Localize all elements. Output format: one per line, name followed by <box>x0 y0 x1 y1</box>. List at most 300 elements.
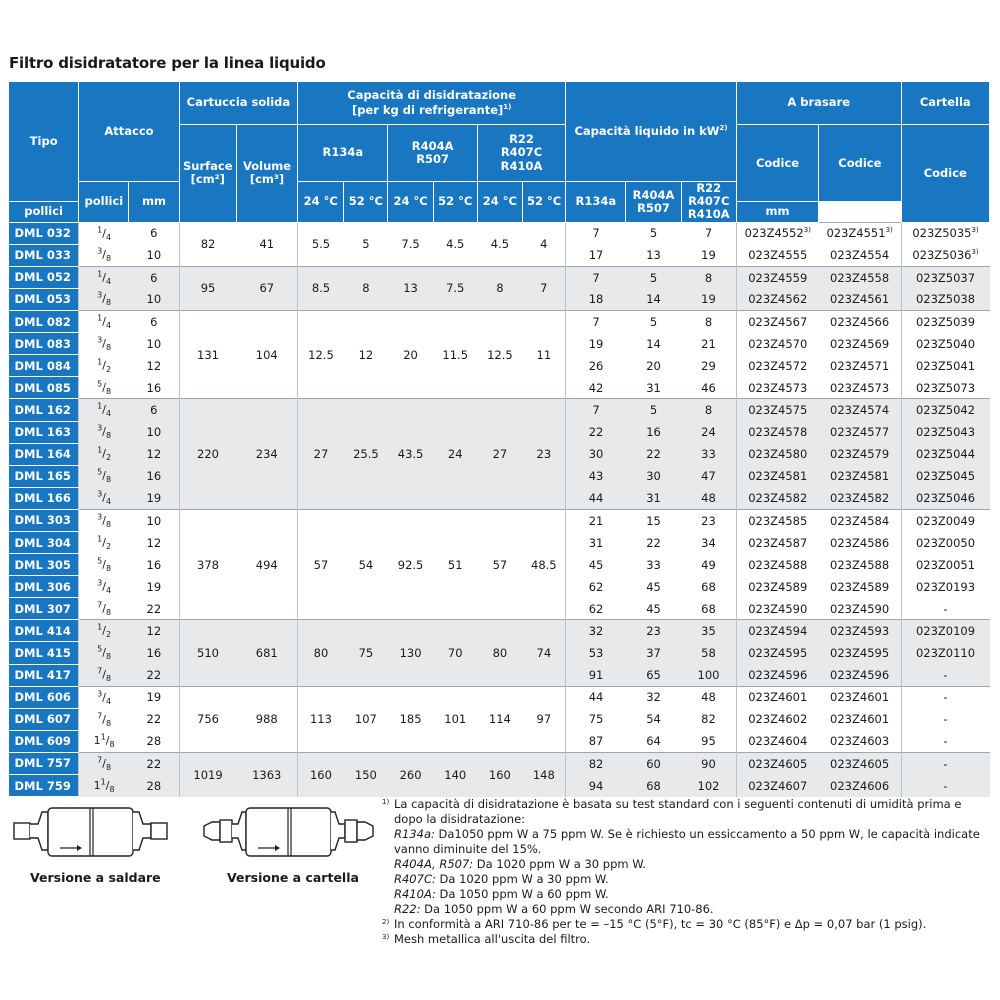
cell-mm: 22 <box>129 598 179 620</box>
fraction: $^3/_4$ <box>97 578 112 596</box>
cell-surface: 756 <box>179 686 236 752</box>
cell-capacita-dis: 12 <box>344 311 388 399</box>
header-kw-r134a: R134a <box>566 182 626 223</box>
cell-codice-brasare-mm: 023Z4579 <box>819 443 901 465</box>
footnote-1-r407c: R407C: Da 1020 ppm W a 30 ppm W. <box>394 872 609 886</box>
cell-capacita-dis: 97 <box>522 686 565 752</box>
cell-mm: 19 <box>129 576 179 598</box>
cell-codice-brasare-inch: 023Z4573 <box>736 377 818 399</box>
cell-tipo: DML 166 <box>9 487 79 509</box>
cell-mm: 10 <box>129 288 179 310</box>
cell-kw-r134a: 53 <box>566 642 626 664</box>
cell-mm: 10 <box>129 333 179 355</box>
cell-mm: 10 <box>129 509 179 531</box>
cell-kw-r404a: 68 <box>626 775 681 797</box>
cell-kw-r134a: 94 <box>566 775 626 797</box>
cell-tipo: DML 084 <box>9 355 79 377</box>
cell-codice-cartella: 023Z0049 <box>901 509 989 531</box>
cell-volume: 1363 <box>236 752 297 796</box>
cell-codice-cartella: 023Z5046 <box>901 487 989 509</box>
cell-codice-cartella: 023Z5040 <box>901 333 989 355</box>
cell-tipo: DML 304 <box>9 531 79 553</box>
cell-codice-brasare-inch: 023Z4572 <box>736 355 818 377</box>
cell-kw-r134a: 87 <box>566 730 626 752</box>
table-row <box>9 311 990 333</box>
cell-mm: 12 <box>129 531 179 553</box>
fraction: $^5/_8$ <box>97 379 112 397</box>
cell-capacita-dis: 107 <box>344 686 388 752</box>
header-pollici: pollici <box>79 182 129 223</box>
fraction: $^3/_4$ <box>97 489 112 507</box>
cell-capacita-dis: 101 <box>433 686 477 752</box>
cell-capacita-dis: 7.5 <box>388 222 433 266</box>
cell-tipo: DML 162 <box>9 399 79 421</box>
cell-kw-r22: 19 <box>681 288 736 310</box>
cell-capacita-dis: 75 <box>344 620 388 686</box>
cell-pollici <box>79 222 129 244</box>
cell-pollici <box>79 642 129 664</box>
cell-codice-cartella: 023Z5037 <box>901 266 989 288</box>
cell-surface: 1019 <box>179 752 236 796</box>
cell-codice-brasare-mm: 023Z4586 <box>819 531 901 553</box>
label-versione-saldare: Versione a saldare <box>30 870 161 885</box>
table-row <box>9 620 990 642</box>
header-t24-r134a: 24 °C <box>298 182 344 223</box>
cell-codice-brasare-mm: 023Z4558 <box>819 266 901 288</box>
cell-capacita-dis: 185 <box>388 686 433 752</box>
cell-kw-r134a: 26 <box>566 355 626 377</box>
fraction: $^1/_2$ <box>97 534 112 551</box>
cell-kw-r404a: 20 <box>626 355 681 377</box>
cell-kw-r22: 35 <box>681 620 736 642</box>
header-attacco: Attacco <box>79 82 179 182</box>
cell-tipo: DML 164 <box>9 443 79 465</box>
cell-codice-cartella: 023Z5044 <box>901 443 989 465</box>
footnote-1-r404a: R404A, R507: Da 1020 ppm W a 30 ppm W. <box>394 857 646 871</box>
cell-codice-brasare-mm: 023Z4554 <box>819 244 901 266</box>
cell-capacita-dis: 27 <box>477 399 522 509</box>
cell-codice-brasare-inch: 023Z4595 <box>736 642 818 664</box>
cell-tipo: DML 303 <box>9 509 79 531</box>
fraction: $^3/_8$ <box>97 246 112 264</box>
cell-tipo: DML 085 <box>9 377 79 399</box>
cell-kw-r22: 102 <box>681 775 736 797</box>
cell-codice-brasare-inch: 023Z4604 <box>736 730 818 752</box>
header-kw-r404a: R404A R507 <box>626 182 681 223</box>
cell-codice-cartella: 023Z0051 <box>901 554 989 576</box>
cell-kw-r404a: 31 <box>626 377 681 399</box>
cell-capacita-dis: 43.5 <box>388 399 433 509</box>
cell-codice-brasare-mm: 023Z4561 <box>819 288 901 310</box>
table-row <box>9 399 990 421</box>
cell-capacita-dis: 57 <box>298 509 344 619</box>
cell-kw-r404a: 31 <box>626 487 681 509</box>
cell-kw-r404a: 64 <box>626 730 681 752</box>
cell-tipo: DML 033 <box>9 244 79 266</box>
header-cap-r404a: R404A R507 <box>388 125 477 182</box>
cell-tipo: DML 757 <box>9 752 79 774</box>
cell-codice-brasare-mm: 023Z4588 <box>819 554 901 576</box>
cell-pollici <box>79 333 129 355</box>
footnote-1: 1) La capacità di disidratazione è basata su test standard con i seguenti contenuti di umidità prima e dopo la disidratazione: <box>382 797 962 826</box>
footnotes <box>382 797 990 947</box>
footnote-1-r410a: R410A: Da 1050 ppm W a 60 ppm W. <box>394 887 609 901</box>
cell-surface: 95 <box>179 266 236 310</box>
cell-capacita-dis: 51 <box>433 509 477 619</box>
footnote-mark: 1) <box>503 102 512 111</box>
cell-capacita-dis: 5.5 <box>298 222 344 266</box>
cell-codice-brasare-mm: 023Z4603 <box>819 730 901 752</box>
cell-capacita-dis: 27 <box>298 399 344 509</box>
cell-capacita-dis: 8 <box>344 266 388 310</box>
cell-capacita-dis: 92.5 <box>388 509 433 619</box>
header-capacita-dis-line2: [per kg di refrigerante] <box>351 102 504 117</box>
cell-codice-cartella: 023Z5039 <box>901 311 989 333</box>
cell-kw-r404a: 54 <box>626 708 681 730</box>
cell-codice-brasare-mm: 023Z4573 <box>819 377 901 399</box>
cell-volume: 234 <box>236 399 297 509</box>
cell-kw-r404a: 33 <box>626 554 681 576</box>
cell-kw-r22: 48 <box>681 487 736 509</box>
cell-capacita-dis: 80 <box>477 620 522 686</box>
cell-pollici <box>79 752 129 774</box>
header-kw-r22: R22 R407C R410A <box>681 182 736 223</box>
header-cap-r134a: R134a <box>298 125 388 182</box>
fraction: $^1/_2$ <box>97 357 112 375</box>
cell-capacita-dis: 11.5 <box>433 311 477 399</box>
cell-codice-brasare-mm: 023Z4566 <box>819 311 901 333</box>
header-codice-brasare-mm: Codice <box>819 125 901 202</box>
cell-kw-r134a: 7 <box>566 266 626 288</box>
cell-codice-brasare-inch: 023Z4562 <box>736 288 818 310</box>
cell-codice-brasare-inch: 023Z4559 <box>736 266 818 288</box>
cell-kw-r134a: 62 <box>566 576 626 598</box>
cell-codice-brasare-mm: 023Z4596 <box>819 664 901 686</box>
fraction: $^3/_4$ <box>97 689 112 706</box>
header-t52-r134a: 52 °C <box>344 182 388 223</box>
footnote-mark: 2) <box>719 124 728 133</box>
cell-pollici <box>79 509 129 531</box>
cell-kw-r404a: 65 <box>626 664 681 686</box>
cell-kw-r22: 8 <box>681 399 736 421</box>
fraction: $1^1/_8$ <box>93 777 115 794</box>
cell-kw-r134a: 30 <box>566 443 626 465</box>
cell-codice-brasare-inch: 023Z4575 <box>736 399 818 421</box>
label-versione-cartella: Versione a cartella <box>227 870 359 885</box>
cell-kw-r22: 90 <box>681 752 736 774</box>
cell-codice-cartella: 023Z5042 <box>901 399 989 421</box>
cell-mm: 6 <box>129 311 179 333</box>
header-cartuccia: Cartuccia solida <box>179 82 297 125</box>
cell-tipo: DML 052 <box>9 266 79 288</box>
fraction: $^7/_8$ <box>97 666 112 684</box>
header-brasare-mm: mm <box>736 202 818 222</box>
cell-capacita-dis: 20 <box>388 311 433 399</box>
cell-capacita-dis: 25.5 <box>344 399 388 509</box>
cell-kw-r22: 7 <box>681 222 736 244</box>
header-cap-r22: R22 R407C R410A <box>477 125 565 182</box>
cell-mm: 12 <box>129 443 179 465</box>
cell-tipo: DML 305 <box>9 554 79 576</box>
cell-capacita-dis: 130 <box>388 620 433 686</box>
cell-codice-brasare-inch: 023Z4555 <box>736 244 818 266</box>
cell-tipo: DML 415 <box>9 642 79 664</box>
cell-pollici <box>79 377 129 399</box>
cell-kw-r404a: 60 <box>626 752 681 774</box>
cell-kw-r22: 100 <box>681 664 736 686</box>
cell-pollici <box>79 620 129 642</box>
cell-kw-r134a: 21 <box>566 509 626 531</box>
header-codice-brasare-inch: Codice <box>736 125 818 202</box>
cell-codice-brasare-inch: 023Z4567 <box>736 311 818 333</box>
fraction: $^1/_4$ <box>97 225 112 242</box>
fraction: $^1/_4$ <box>97 401 112 419</box>
cell-kw-r134a: 7 <box>566 222 626 244</box>
cell-volume: 67 <box>236 266 297 310</box>
cell-codice-brasare-inch: 023Z4582 <box>736 487 818 509</box>
table-row <box>9 509 990 531</box>
cell-kw-r134a: 42 <box>566 377 626 399</box>
table-row <box>9 686 990 708</box>
cell-capacita-dis: 80 <box>298 620 344 686</box>
cell-tipo: DML 759 <box>9 775 79 797</box>
cell-codice-cartella: 023Z5038 <box>901 288 989 310</box>
fraction: $^7/_8$ <box>97 600 112 617</box>
cell-codice-cartella: 023Z0110 <box>901 642 989 664</box>
fraction: $^5/_8$ <box>97 467 112 485</box>
cell-kw-r22: 34 <box>681 531 736 553</box>
cell-codice-brasare-mm: 023Z4577 <box>819 421 901 443</box>
cell-capacita-dis: 23 <box>522 399 565 509</box>
header-codice-cartella: Codice <box>901 125 989 223</box>
cell-codice-brasare-mm: 023Z4601 <box>819 708 901 730</box>
cell-tipo: DML 163 <box>9 421 79 443</box>
cell-codice-brasare-inch: 023Z4587 <box>736 531 818 553</box>
fraction: $1^1/_8$ <box>93 732 115 750</box>
cell-codice-cartella: 023Z5045 <box>901 465 989 487</box>
cell-kw-r22: 49 <box>681 554 736 576</box>
cell-codice-brasare-inch: 023Z4585 <box>736 509 818 531</box>
cell-capacita-dis: 114 <box>477 686 522 752</box>
cell-capacita-dis: 54 <box>344 509 388 619</box>
table-body <box>9 222 990 796</box>
cell-kw-r134a: 22 <box>566 421 626 443</box>
cell-codice-brasare-inch: 023Z4605 <box>736 752 818 774</box>
cell-capacita-dis: 4.5 <box>433 222 477 266</box>
cell-mm: 16 <box>129 377 179 399</box>
cell-mm: 12 <box>129 355 179 377</box>
cell-capacita-dis: 24 <box>433 399 477 509</box>
cell-codice-cartella: 023Z0050 <box>901 531 989 553</box>
cell-pollici <box>79 244 129 266</box>
header-mm: mm <box>129 182 179 223</box>
cell-codice-cartella: - <box>901 664 989 686</box>
cell-tipo: DML 083 <box>9 333 79 355</box>
cell-codice-brasare-mm: 023Z4569 <box>819 333 901 355</box>
cell-kw-r404a: 15 <box>626 509 681 531</box>
cell-mm: 22 <box>129 752 179 774</box>
cell-codice-brasare-inch: 023Z4580 <box>736 443 818 465</box>
cell-codice-cartella: - <box>901 752 989 774</box>
footnote-3: 3) Mesh metallica all'uscita del filtro. <box>382 932 591 946</box>
cell-capacita-dis: 148 <box>522 752 565 796</box>
cell-kw-r22: 46 <box>681 377 736 399</box>
cell-kw-r134a: 18 <box>566 288 626 310</box>
cell-codice-cartella: 023Z5073 <box>901 377 989 399</box>
fraction: $^1/_2$ <box>97 622 112 640</box>
cell-codice-brasare-inch: 023Z4590 <box>736 598 818 620</box>
cell-mm: 16 <box>129 554 179 576</box>
cell-kw-r404a: 30 <box>626 465 681 487</box>
header-cartella: Cartella <box>901 82 989 125</box>
cell-kw-r404a: 23 <box>626 620 681 642</box>
cell-kw-r134a: 44 <box>566 487 626 509</box>
cell-mm: 6 <box>129 266 179 288</box>
cell-codice-brasare-mm: 023Z4582 <box>819 487 901 509</box>
cell-tipo: DML 053 <box>9 288 79 310</box>
cell-codice-cartella: - <box>901 708 989 730</box>
footnote-1-r134a: R134a: Da1050 ppm W a 75 ppm W. Se è richiesto un essiccamento a 50 ppm W, le capacità indicate vanno diminuite del 15%. <box>394 827 980 856</box>
cell-capacita-dis: 113 <box>298 686 344 752</box>
page-title: Filtro disidratatore per la linea liquido <box>9 54 326 72</box>
cell-tipo: DML 607 <box>9 708 79 730</box>
cell-kw-r404a: 32 <box>626 686 681 708</box>
table-row <box>9 752 990 774</box>
cell-codice-cartella: - <box>901 775 989 797</box>
cell-codice-brasare-inch: 023Z4607 <box>736 775 818 797</box>
cell-kw-r404a: 37 <box>626 642 681 664</box>
cell-kw-r404a: 16 <box>626 421 681 443</box>
cell-kw-r404a: 13 <box>626 244 681 266</box>
cell-pollici <box>79 266 129 288</box>
cell-codice-cartella: 023Z5035$^{3)}$ <box>901 222 989 244</box>
cell-tipo: DML 306 <box>9 576 79 598</box>
cell-pollici <box>79 554 129 576</box>
cell-mm: 16 <box>129 642 179 664</box>
cell-kw-r22: 68 <box>681 576 736 598</box>
cell-kw-r404a: 5 <box>626 399 681 421</box>
fraction: $^1/_4$ <box>97 313 112 331</box>
cell-pollici <box>79 443 129 465</box>
cell-volume: 104 <box>236 311 297 399</box>
cell-pollici <box>79 730 129 752</box>
cell-capacita-dis: 13 <box>388 266 433 310</box>
cell-codice-brasare-inch: 023Z4601 <box>736 686 818 708</box>
cell-capacita-dis: 12.5 <box>477 311 522 399</box>
cell-surface: 220 <box>179 399 236 509</box>
fraction: $^7/_8$ <box>97 710 112 728</box>
cell-codice-brasare-mm: 023Z4571 <box>819 355 901 377</box>
fraction: $^1/_2$ <box>97 445 112 463</box>
cell-codice-brasare-inch: 023Z4594 <box>736 620 818 642</box>
cell-pollici <box>79 487 129 509</box>
cell-capacita-dis: 74 <box>522 620 565 686</box>
cell-mm: 28 <box>129 730 179 752</box>
cell-mm: 19 <box>129 487 179 509</box>
cell-tipo: DML 165 <box>9 465 79 487</box>
footnote-2: 2) In conformità a ARI 710-86 per te = –15 °C (5°F), tc = 30 °C (85°F) e Δp = 0,07 bar (1 psig). <box>382 917 927 931</box>
cell-mm: 10 <box>129 421 179 443</box>
fraction: $^3/_8$ <box>97 290 112 308</box>
table-row <box>9 222 990 244</box>
cell-pollici <box>79 664 129 686</box>
cell-kw-r134a: 82 <box>566 752 626 774</box>
header-capacita-dis-line1: Capacità di disidratazione <box>347 88 517 103</box>
table-row <box>9 266 990 288</box>
product-table-wrap <box>8 81 990 797</box>
cell-codice-cartella: 023Z0193 <box>901 576 989 598</box>
cell-volume: 681 <box>236 620 297 686</box>
cell-codice-cartella: 023Z5036$^{3)}$ <box>901 244 989 266</box>
cell-kw-r22: 47 <box>681 465 736 487</box>
cell-codice-brasare-mm: 023Z4593 <box>819 620 901 642</box>
cell-capacita-dis: 48.5 <box>522 509 565 619</box>
cell-codice-cartella: 023Z5041 <box>901 355 989 377</box>
cell-tipo: DML 307 <box>9 598 79 620</box>
cell-kw-r404a: 14 <box>626 288 681 310</box>
cell-kw-r22: 8 <box>681 311 736 333</box>
cell-kw-r134a: 62 <box>566 598 626 620</box>
cell-codice-cartella: - <box>901 686 989 708</box>
cell-mm: 22 <box>129 708 179 730</box>
header-surface: Surface [cm²] <box>179 125 236 223</box>
header-brasare: A brasare <box>736 82 901 125</box>
cell-kw-r22: 21 <box>681 333 736 355</box>
fraction: $^3/_8$ <box>97 512 112 530</box>
cell-pollici <box>79 686 129 708</box>
fraction: $^5/_8$ <box>97 556 112 574</box>
cell-pollici <box>79 576 129 598</box>
header-tipo: Tipo <box>9 82 79 202</box>
cell-kw-r404a: 45 <box>626 576 681 598</box>
cell-codice-brasare-inch: 023Z4589 <box>736 576 818 598</box>
cell-capacita-dis: 4.5 <box>477 222 522 266</box>
cell-codice-brasare-inch: 023Z4596 <box>736 664 818 686</box>
cell-codice-cartella: - <box>901 730 989 752</box>
cell-tipo: DML 414 <box>9 620 79 642</box>
cell-kw-r22: 95 <box>681 730 736 752</box>
cell-kw-r134a: 32 <box>566 620 626 642</box>
cell-kw-r404a: 5 <box>626 266 681 288</box>
header-capacita-disidratazione <box>298 82 566 125</box>
cell-kw-r134a: 17 <box>566 244 626 266</box>
header-capacita-liquido: Capacità liquido in kW$^{2)}$ <box>566 82 737 182</box>
header-t24-r22: 24 °C <box>477 182 522 223</box>
cell-kw-r22: 23 <box>681 509 736 531</box>
cell-surface: 510 <box>179 620 236 686</box>
cell-codice-brasare-mm: 023Z4601 <box>819 686 901 708</box>
cell-capacita-dis: 4 <box>522 222 565 266</box>
cell-kw-r22: 24 <box>681 421 736 443</box>
cell-mm: 6 <box>129 399 179 421</box>
cell-codice-brasare-mm: 023Z4606 <box>819 775 901 797</box>
cell-mm: 22 <box>129 664 179 686</box>
fraction: $^5/_8$ <box>97 644 112 662</box>
cell-surface: 131 <box>179 311 236 399</box>
cell-kw-r22: 8 <box>681 266 736 288</box>
filter-saldare-icon <box>0 790 180 875</box>
cell-capacita-dis: 5 <box>344 222 388 266</box>
cell-tipo: DML 606 <box>9 686 79 708</box>
cell-codice-brasare-mm: 023Z4574 <box>819 399 901 421</box>
cell-codice-cartella: - <box>901 598 989 620</box>
cell-pollici <box>79 355 129 377</box>
cell-tipo: DML 082 <box>9 311 79 333</box>
cell-kw-r404a: 22 <box>626 443 681 465</box>
fraction: $^1/_4$ <box>97 269 112 287</box>
cell-mm: 28 <box>129 775 179 797</box>
cell-tipo: DML 609 <box>9 730 79 752</box>
